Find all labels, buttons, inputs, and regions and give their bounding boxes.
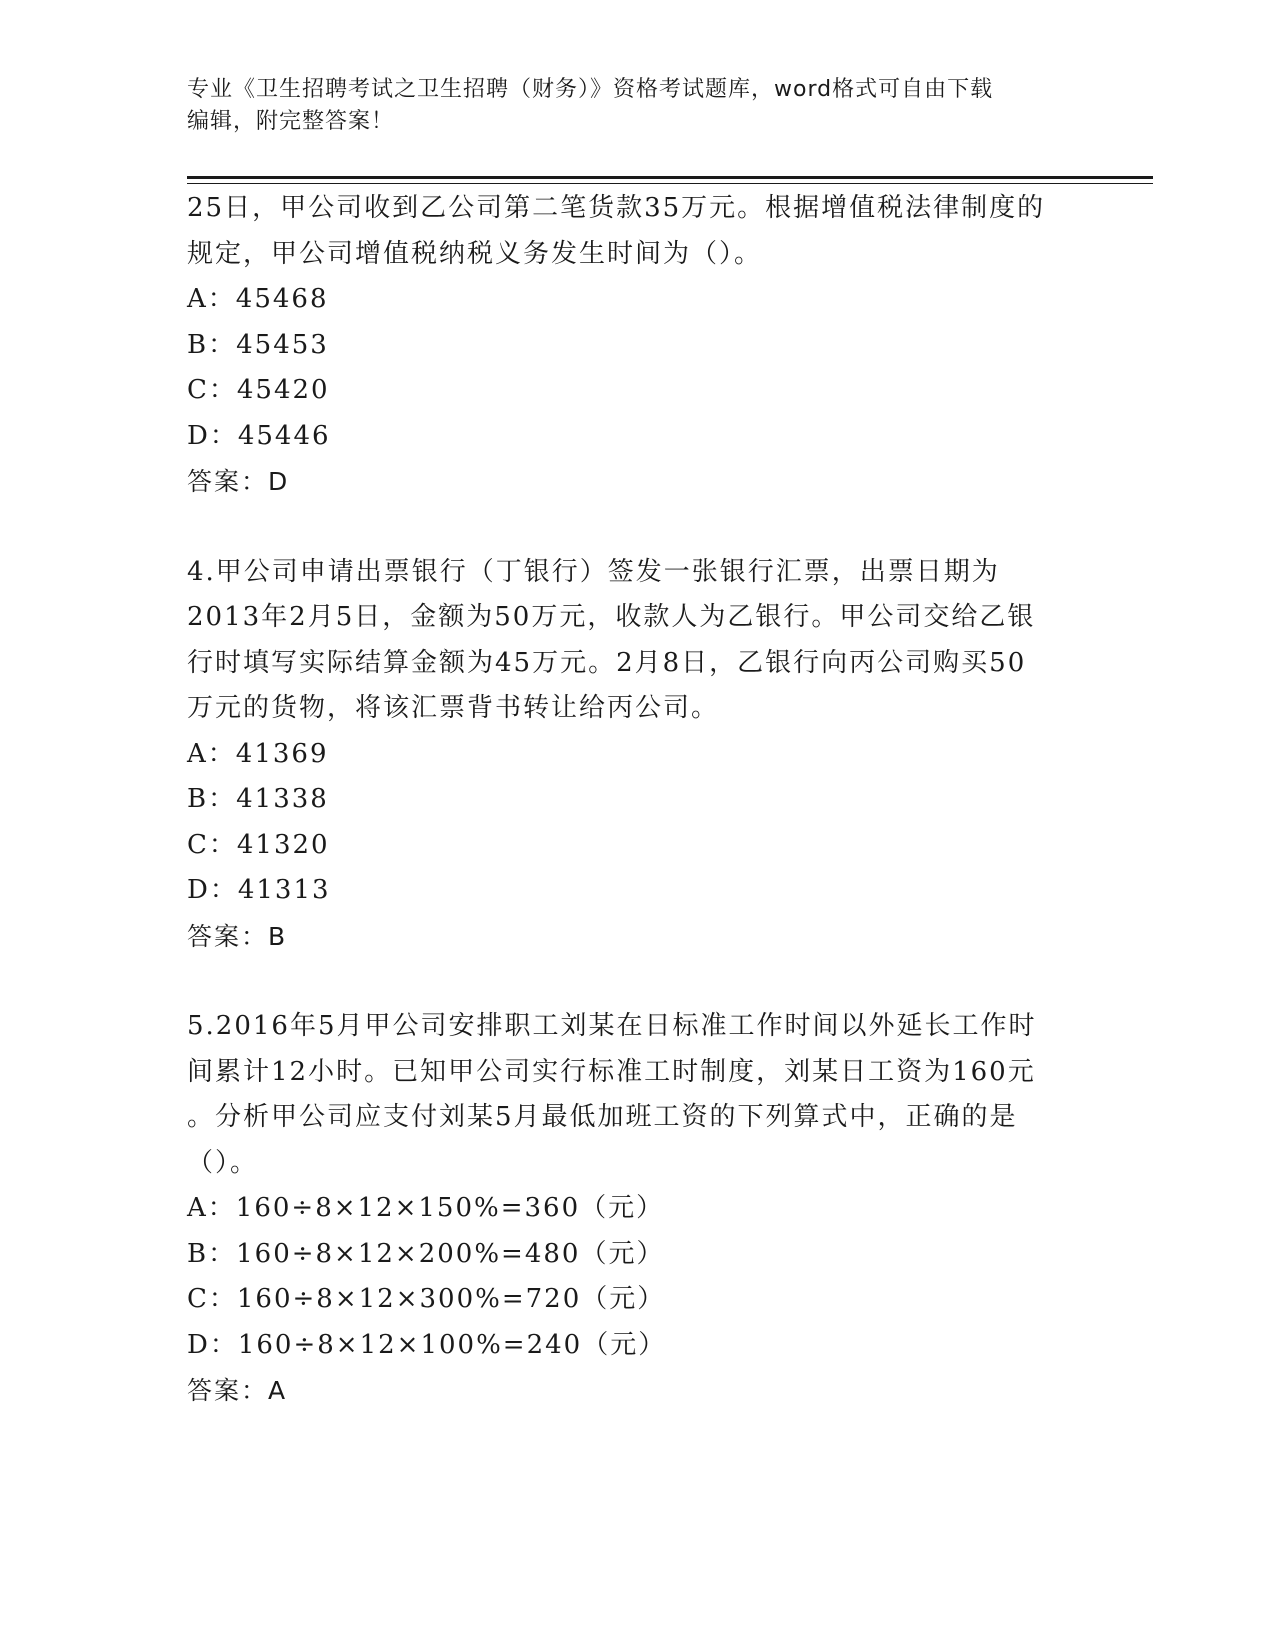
header-line-2: 编辑，附完整答案！ xyxy=(187,109,395,134)
question-4-line-2: 2013年2月5日，金额为50万元，收款人为乙银行。甲公司交给乙银 xyxy=(187,602,1036,632)
header-line-1: 专业《卫生招聘考试之卫生招聘（财务）》资格考试题库，word格式可自由下载 xyxy=(187,77,994,102)
question-5-line-3: 。分析甲公司应支付刘某5月最低加班工资的下列算式中，正确的是 xyxy=(187,1102,1018,1132)
question-4 xyxy=(187,550,1087,960)
question-5-line-1: 5.2016年5月甲公司安排职工刘某在日标准工作时间以外延长工作时 xyxy=(187,1011,1037,1041)
question-4-option-a: A：41369 xyxy=(187,738,329,769)
question-3-line-2: 规定，甲公司增值税纳税义务发生时间为（）。 xyxy=(187,238,763,269)
question-3-option-a: A：45468 xyxy=(187,284,329,314)
question-4-answer: 答案：B xyxy=(187,921,288,951)
question-5-line-4: （）。 xyxy=(187,1147,259,1178)
question-5-option-a: A：160÷8×12×150%=360（元） xyxy=(187,1193,665,1223)
question-3-answer: 答案：D xyxy=(187,467,290,496)
question-5 xyxy=(187,1004,1087,1414)
question-4-option-c: C：41320 xyxy=(187,829,330,860)
question-3-option-c: C：45420 xyxy=(187,375,330,405)
question-3-option-b: B：45453 xyxy=(187,329,329,360)
question-4-line-3: 行时填写实际结算金额为45万元。2月8日，乙银行向丙公司购买50 xyxy=(187,647,1027,678)
question-4-line-4: 万元的货物，将该汇票背书转让给丙公司。 xyxy=(187,693,720,723)
question-5-line-2: 间累计12小时。已知甲公司实行标准工时制度，刘某日工资为160元 xyxy=(187,1056,1036,1087)
header-divider-thick xyxy=(187,176,1153,179)
question-5-option-c: C：160÷8×12×300%=720（元） xyxy=(187,1284,666,1314)
spacer xyxy=(187,505,1087,550)
header-divider-thin xyxy=(187,183,1153,184)
question-5-answer: 答案：A xyxy=(187,1376,288,1405)
question-5-option-d: D：160÷8×12×100%=240（元） xyxy=(187,1329,667,1360)
spacer xyxy=(187,959,1087,1004)
question-content xyxy=(187,186,1087,1414)
question-3-option-d: D：45446 xyxy=(187,420,331,451)
question-5-option-b: B：160÷8×12×200%=480（元） xyxy=(187,1238,665,1269)
document-header xyxy=(187,74,1087,138)
question-4-line-1: 4.甲公司申请出票银行（丁银行）签发一张银行汇票，出票日期为 xyxy=(187,556,1000,587)
question-3 xyxy=(187,186,1087,505)
question-4-option-b: B：41338 xyxy=(187,784,329,814)
question-4-option-d: D：41313 xyxy=(187,875,331,905)
question-3-line-1: 25日，甲公司收到乙公司第二笔货款35万元。根据增值税法律制度的 xyxy=(187,193,1046,223)
